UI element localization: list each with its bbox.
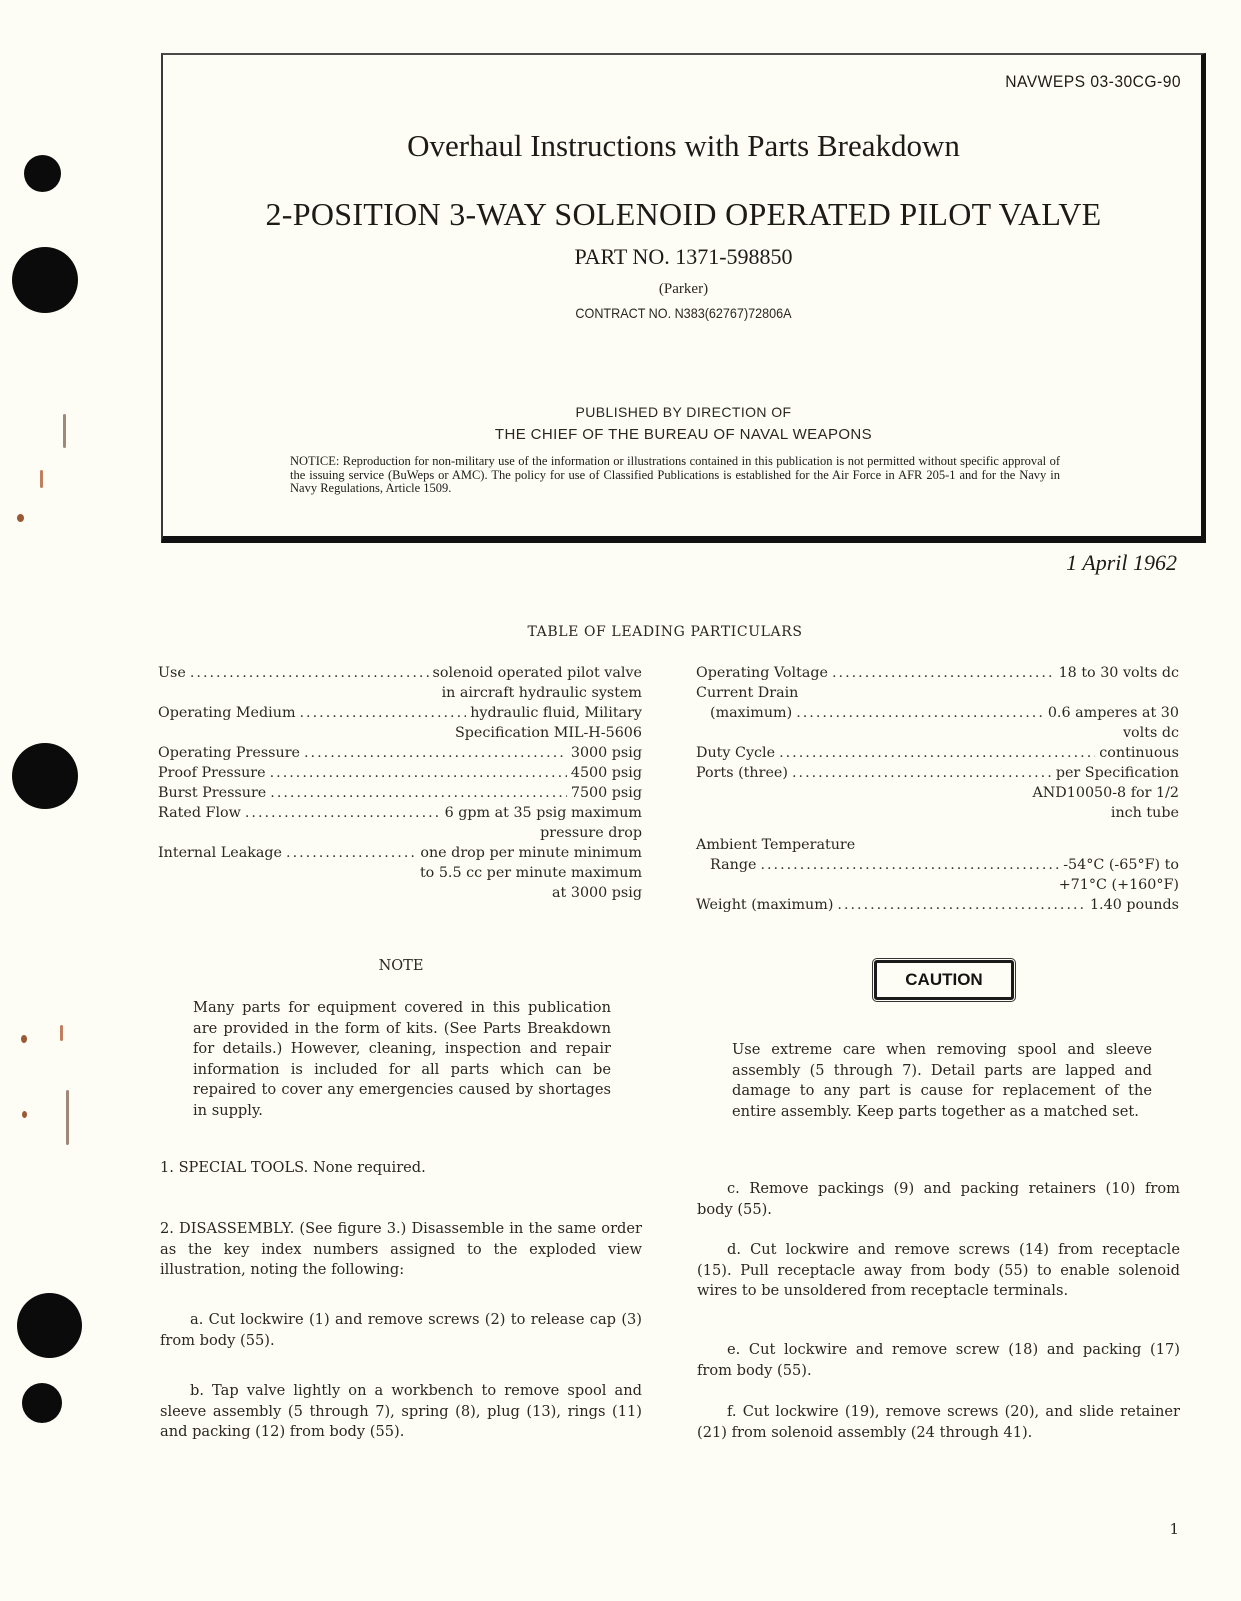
stain-mark (66, 1090, 69, 1145)
part-number: PART NO. 1371-598850 (574, 244, 793, 269)
step-b: b. Tap valve lightly on a workbench to remove spool and sleeve assembly (5 through 7), spring (8), plug (13), rings (11) and packing (12) from body (55). (160, 1382, 642, 1440)
particular-row: Use ..... solenoid operated pilot valve (158, 663, 642, 683)
binder-hole (24, 155, 61, 192)
caution-text: Use extreme care when removing spool and sleeve assembly (5 through 7). Detail parts are lapped and damage to any part is cause for replacement of the entire assembly. Keep parts together as a matched set. (732, 1041, 1152, 1120)
particular-row: Operating Voltage ..... 18 to 30 volts dc (696, 663, 1179, 683)
stain-mark (22, 1111, 27, 1118)
leading-particulars-left: Use ..... solenoid operated pilot valve in aircraft hydraulic system Operating Medium ..... hydraulic fluid, Military Specification MIL-H-5606 Operating Pressure ..... 3000 psig Proof Pressure ..... 4500 psig Burst Pressure ..... 7500 psig Rated Flow ..... 6 gpm at 35 psig maximum pressure drop Internal Leakage ..... one drop per minute minimum to 5.5 cc per minute maximum at 3000 psig (158, 663, 642, 903)
publication-date: 1 April 1962 (1066, 550, 1177, 575)
particular-label: Current Drain (696, 685, 799, 701)
step-c: c. Remove packings (9) and packing retainers (10) from body (55). (697, 1180, 1180, 1218)
stain-mark (21, 1035, 27, 1043)
particular-row: Proof Pressure ..... 4500 psig (158, 763, 642, 783)
publisher-line-1: PUBLISHED BY DIRECTION OF (575, 404, 792, 420)
particular-label: Ambient Temperature (696, 837, 856, 853)
page-number: 1 (1169, 1520, 1179, 1538)
particular-row: Duty Cycle ..... continuous (696, 743, 1179, 763)
section-disassembly: 2. DISASSEMBLY. (See figure 3.) Disassemble in the same order as the key index numbers assigned to the exploded view illustration, noting the following: (160, 1220, 642, 1278)
binder-hole (17, 1293, 82, 1358)
stain-mark (60, 1025, 63, 1041)
stain-mark (63, 414, 66, 448)
particular-row: Ports (three) ..... per Specification (696, 763, 1179, 783)
equipment-name: 2-POSITION 3-WAY SOLENOID OPERATED PILOT VALVE (265, 196, 1102, 232)
binder-hole (12, 743, 78, 809)
particular-row: Operating Pressure ..... 3000 psig (158, 743, 642, 763)
particular-row: Operating Medium ..... hydraulic fluid, Military (158, 703, 642, 723)
note-heading: NOTE (378, 958, 424, 974)
stain-mark (40, 470, 43, 488)
note-text: Many parts for equipment covered in this publication are provided in the form of kits. (See Parts Breakdown for details.) However, cleaning, inspection and repair information is included for all parts which can be repaired to cover any emergencies caused by shortages in supply. (193, 999, 611, 1119)
step-a: a. Cut lockwire (1) and remove screws (2) to release cap (3) from body (55). (160, 1311, 642, 1349)
leading-particulars-title: TABLE OF LEADING PARTICULARS (527, 624, 803, 640)
contract-number: CONTRACT NO. N383(62767)72806A (575, 305, 792, 321)
publisher-line-2: THE CHIEF OF THE BUREAU OF NAVAL WEAPONS (494, 426, 873, 443)
document-title: Overhaul Instructions with Parts Breakdown (407, 128, 960, 163)
leading-particulars-right: Operating Voltage ..... 18 to 30 volts dc Current Drain (maximum) ..... 0.6 amperes at 30 volts dc Duty Cycle ..... continuous Ports (three) ..... per Specification AND10050-8 for 1/2 inch tube Ambient Temperature Range ..... -54°C (-65°F) to +71°C (+160°F) Weight (maximum) ..... 1.40 pounds (696, 663, 1179, 915)
stain-mark (17, 514, 24, 522)
particular-row: Internal Leakage ..... one drop per minute minimum (158, 843, 642, 863)
particular-row: Rated Flow ..... 6 gpm at 35 psig maximum (158, 803, 642, 823)
particular-row: (maximum) ..... 0.6 amperes at 30 (696, 703, 1179, 723)
document-number: NAVWEPS 03-30CG-90 (1005, 72, 1181, 91)
step-f: f. Cut lockwire (19), remove screws (20), and slide retainer (21) from solenoid assembly (24 through 41). (697, 1403, 1180, 1441)
particular-row: Weight (maximum) ..... 1.40 pounds (696, 895, 1179, 915)
manufacturer: (Parker) (658, 281, 709, 297)
step-e: e. Cut lockwire and remove screw (18) and packing (17) from body (55). (697, 1341, 1180, 1379)
caution-badge: CAUTION (874, 960, 1014, 1000)
section-special-tools: 1. SPECIAL TOOLS. None required. (160, 1159, 426, 1176)
step-d: d. Cut lockwire and remove screws (14) from receptacle (15). Pull receptacle away from body (55) to enable solenoid wires to be unsoldered from receptacle terminals. (697, 1241, 1180, 1299)
particular-row: Burst Pressure ..... 7500 psig (158, 783, 642, 803)
particular-row: Range ..... -54°C (-65°F) to (696, 855, 1179, 875)
binder-hole (12, 247, 78, 313)
binder-hole (22, 1383, 62, 1423)
reproduction-notice: NOTICE: Reproduction for non-military use of the information or illustrations contained in this publication is not permitted without specific approval of the issuing service (BuWeps or AMC). The policy for use of Classified Publications is established for the Air Force in AFR 205-1 and for the Navy in Navy Regulations, Article 1509. (290, 454, 1060, 495)
